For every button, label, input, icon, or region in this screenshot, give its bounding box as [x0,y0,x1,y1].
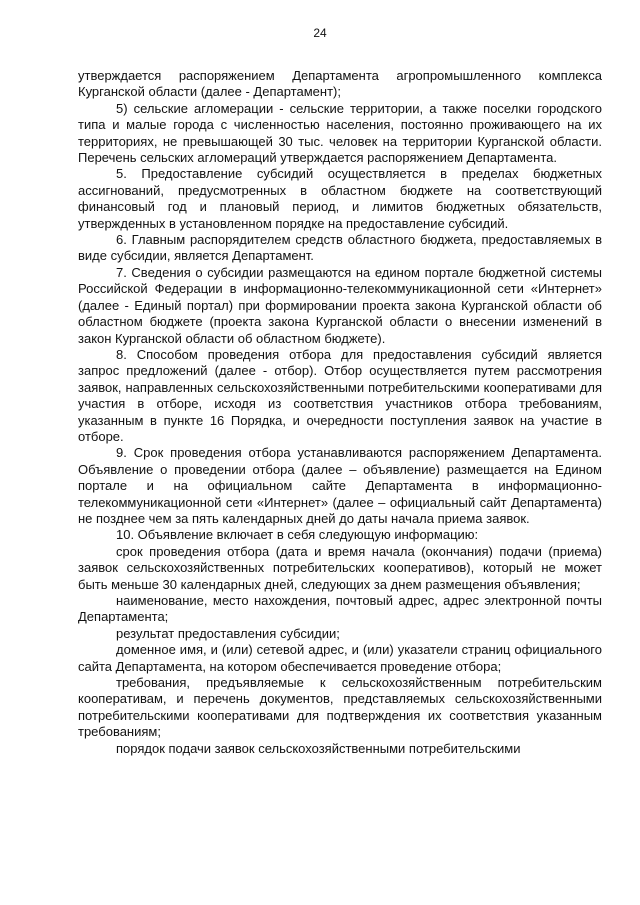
paragraph-8-selection-method: 8. Способом проведения отбора для предоставления субсидий является запрос предложений (далее - отбор). Отбор осуществляется путем рассмотрения заявок, направленных сельскохозяйственными потребительскими кооперативами для участия в отборе, исходя из соответствия участников отбора требованиям, указанным в пункте 16 Порядка, и очередности поступления заявок на участие в отборе. [78,346,602,444]
paragraph-list-submission: порядок подачи заявок сельскохозяйственными потребительскими [116,740,521,756]
paragraph-list-term: срок проведения отбора (дата и время начала (окончания) подачи (приема) заявок сельскохозяйственных потребительских кооперативов), который не может быть меньше 30 календарных дней, следующих за днем размещения объявления; [78,543,602,592]
paragraph-continuation: утверждается распоряжением Департамента агропромышленного комплекса Курганской области (далее - Департамент); [78,68,602,100]
paragraph-10-announcement: 10. Объявление включает в себя следующую информацию: [116,527,479,543]
paragraph-6-budget-manager: 6. Главным распорядителем средств областного бюджета, предоставляемых в виде субсидии, является Департамент. [78,232,602,264]
paragraph-9-selection-term: 9. Срок проведения отбора устанавливаются распоряжением Департамента. Объявление о проведении отбора (далее – объявление) размещается на Едином портале и на официальном сайте Департамента в информационно-телекоммуникационной сети «Интернет» (далее – официальный сайт Департамента) не позднее чем за пять календарных дней до даты начала приема заявок. [78,445,602,526]
paragraph-list-address: наименование, место нахождения, почтовый адрес, адрес электронной почты Департамента; [78,593,602,625]
paragraph-item-5-rural-agglomerations: 5) сельские агломерации - сельские территории, а также поселки городского типа и малые города с численностью населения, постоянно проживающего на их территориях, не превышающей 30 тыс. человек на территории Курганской области. Перечень сельских агломераций утверждается распоряжением Департамента. [78,100,602,166]
paragraph-7-subsidy-info: 7. Сведения о субсидии размещаются на едином портале бюджетной системы Российской Федерации в информационно-телекоммуникационной сети «Интернет» (далее - Единый портал) при формировании проекта закона Курганской области об областном бюджете (проекта закона Курганской области о внесении изменений в закон Курганской области об областном бюджете). [78,264,602,346]
page-number: 24 [313,26,327,40]
paragraph-list-domain: доменное имя, и (или) сетевой адрес, и (или) указатели страниц официального сайта Департамента, на котором обеспечивается проведение отбора; [78,642,602,674]
document-body [78,68,602,757]
paragraph-list-result: результат предоставления субсидии; [116,625,340,641]
paragraph-list-requirements: требования, предъявляемые к сельскохозяйственным потребительским кооперативам, и перечень документов, представляемых сельскохозяйственными потребительскими кооперативами для подтверждения их соответствия указанным требованиям; [78,675,602,740]
paragraph-5-subsidy-limits: 5. Предоставление субсидий осуществляется в пределах бюджетных ассигнований, предусмотренных в областном бюджете на соответствующий финансовый год и плановый период, и лимитов бюджетных обязательств, утвержденных в установленном порядке на предоставление субсидий. [78,166,602,231]
